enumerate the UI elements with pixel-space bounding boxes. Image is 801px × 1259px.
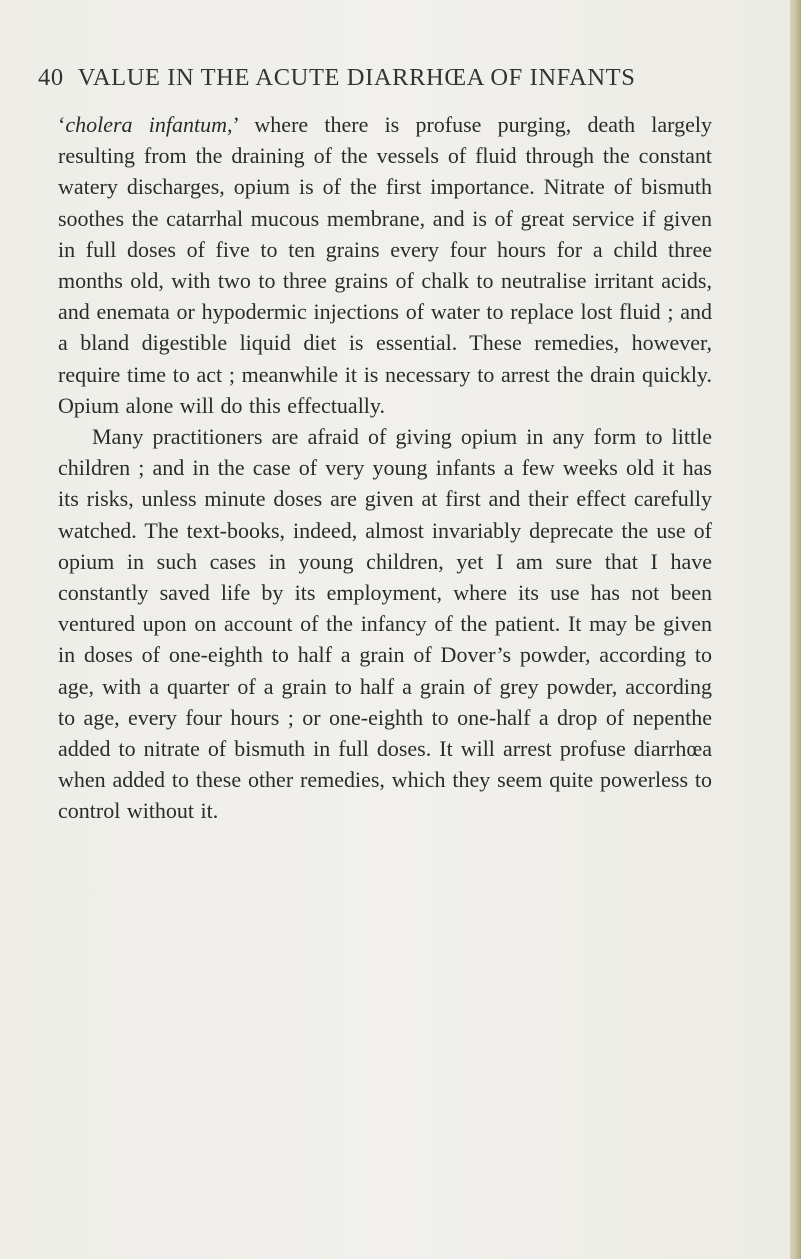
- page-edge: [790, 0, 801, 1259]
- paragraph-1-text: where there is profuse purging, death largely resulting from the draining of the vessels of fluid through the constant watery discharges, opium is of the first importance. Nitrate of bismuth soothes the catarrhal mucous membrane, and is of great service if given in full doses of five to ten grains every four hours for a child three months old, with two to three grains of chalk to neutralise irritant acids, and enemata or hypodermic injections of water to replace lost fluid ; and a bland digestible liquid diet is essential. These remedies, however, require time to act ; meanwhile it is necessary to arrest the drain quickly. Opium alone will do this effectually.: [58, 112, 712, 418]
- paragraph-1: [58, 109, 712, 421]
- italic-term-cholera-infantum: cholera infantum,: [65, 112, 233, 137]
- quote-close: ’: [232, 112, 239, 137]
- running-head-title: VALUE IN THE ACUTE DIARRHŒA OF INFANTS: [77, 64, 636, 91]
- running-head: [38, 64, 718, 92]
- paragraph-2: Many practitioners are afraid of giving opium in any form to little children ; and in the case of very young infants a few weeks old it has its risks, unless minute doses are given at first and their effect carefully watched. The text-books, indeed, almost invariably deprecate the use of opium in such cases in young children, yet I am sure that I have constantly saved life by its employment, where its use has not been ventured upon on account of the infancy of the patient. It may be given in doses of one-eighth to half a grain of Dover’s powder, according to age, with a quarter of a grain to half a grain of grey powder, according to age, every four hours ; or one-eighth to one-half a drop of nepenthe added to nitrate of bismuth in full doses. It will arrest profuse diarrhœa when added to these other remedies, which they seem quite powerless to control without it.: [58, 424, 712, 824]
- page-number: 40: [38, 64, 64, 91]
- body-text: [58, 109, 712, 827]
- quote-open: ‘: [58, 112, 66, 137]
